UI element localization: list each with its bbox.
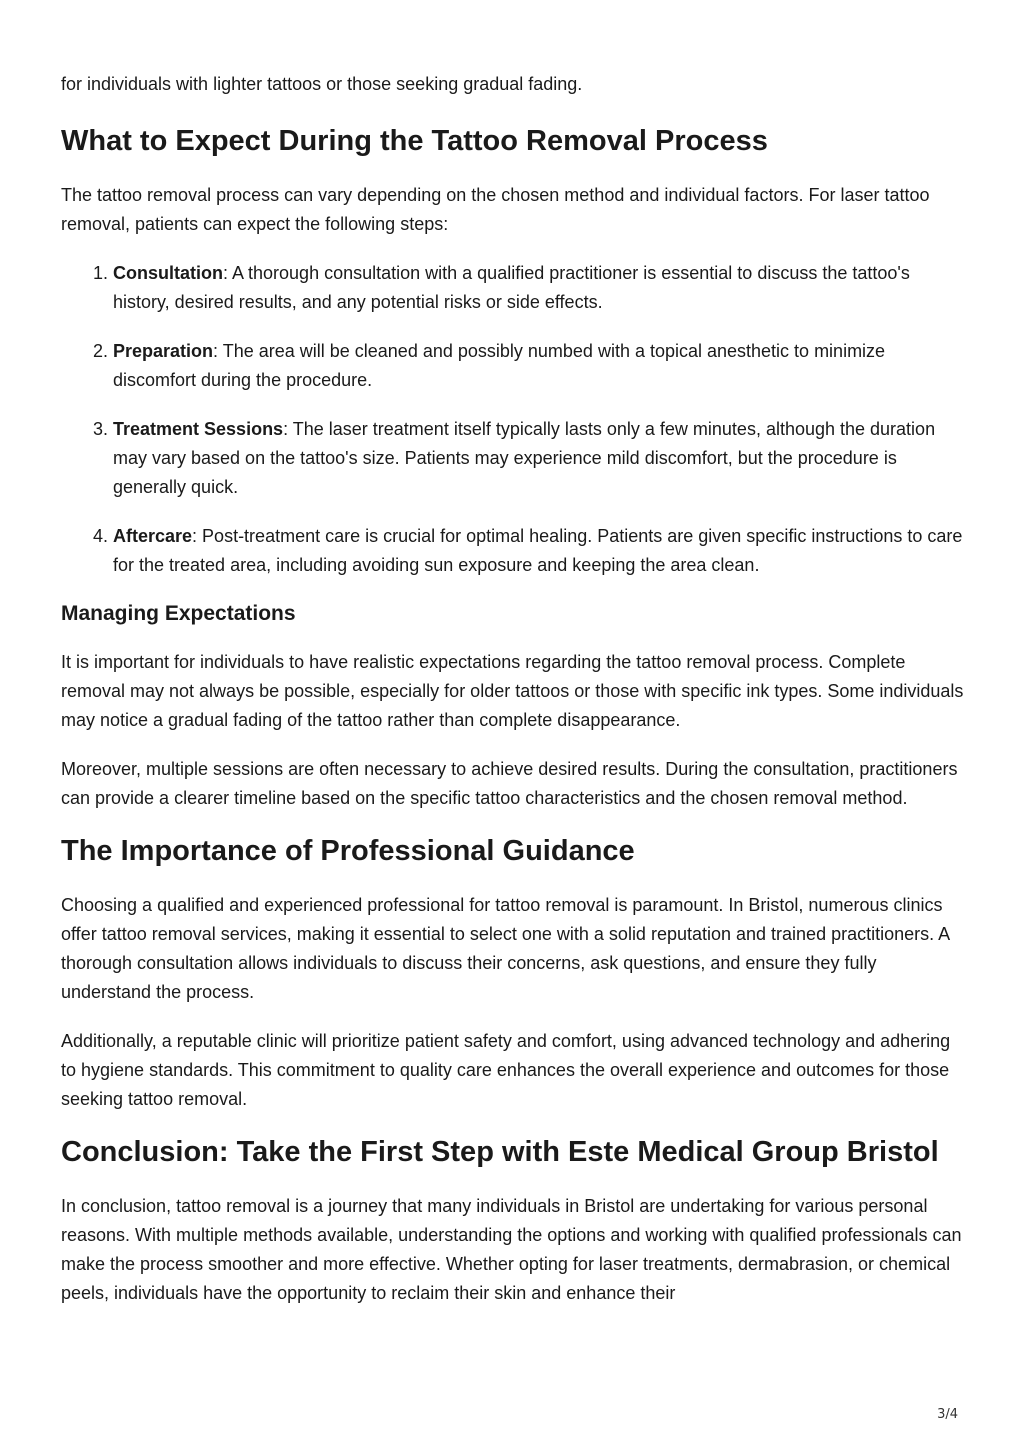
expectations-paragraph: It is important for individuals to have realistic expectations regarding the tattoo removal process. Complete removal may not always be possible, especially for older tattoos or those with specific ink types. Some individuals may notice a gradual fading of the tattoo rather than complete disappearance. (61, 652, 964, 730)
step-term: Aftercare (113, 526, 193, 546)
step-text: : A thorough consultation with a qualified practitioner is essential to discuss the tattoo's history, desired results, and any potential risks or side effects. (113, 263, 910, 312)
document-page (61, 70, 966, 1328)
conclusion-heading: Conclusion: Take the First Step with Este Medical Group Bristol (61, 1136, 939, 1168)
step-text: : Post-treatment care is crucial for optimal healing. Patients are given specific instructions to care for the treated area, including avoiding sun exposure and keeping the area clean. (113, 526, 963, 575)
process-heading: What to Expect During the Tattoo Removal Process (61, 125, 768, 157)
page-number: 3/4 (937, 1407, 958, 1422)
step-text: : The area will be cleaned and possibly numbed with a topical anesthetic to minimize discomfort during the procedure. (113, 341, 886, 390)
process-intro-paragraph: The tattoo removal process can vary depending on the chosen method and individual factors. For laser tattoo removal, patients can expect the following steps: (61, 185, 930, 234)
list-item (113, 522, 966, 580)
step-term: Treatment Sessions (113, 419, 284, 439)
intro-tail-paragraph: for individuals with lighter tattoos or those seeking gradual fading. (61, 74, 583, 94)
list-item (113, 337, 966, 395)
guidance-paragraph: Additionally, a reputable clinic will prioritize patient safety and comfort, using advanced technology and adhering to hygiene standards. This commitment to quality care enhances the overall experience and outcomes for those seeking tattoo removal. (61, 1031, 951, 1109)
guidance-paragraph: Choosing a qualified and experienced professional for tattoo removal is paramount. In Bristol, numerous clinics offer tattoo removal services, making it essential to select one with a solid reputation and trained practitioners. A thorough consultation allows individuals to discuss their concerns, ask questions, and ensure they fully understand the process. (61, 895, 950, 1002)
list-item (113, 415, 966, 502)
step-term: Preparation (113, 341, 214, 361)
list-item (113, 259, 966, 317)
step-text: : The laser treatment itself typically lasts only a few minutes, although the duration may vary based on the tattoo's size. Patients may experience mild discomfort, but the procedure is generally quick. (113, 419, 936, 497)
conclusion-paragraph: In conclusion, tattoo removal is a journey that many individuals in Bristol are undertaking for various personal reasons. With multiple methods available, understanding the options and working with qualified professionals can make the process smoother and more effective. Whether opting for laser treatments, dermabrasion, or chemical peels, individuals have the opportunity to reclaim their skin and enhance their (61, 1196, 962, 1303)
process-steps-list (61, 259, 966, 580)
expectations-heading: Managing Expectations (61, 602, 296, 625)
expectations-paragraph: Moreover, multiple sessions are often necessary to achieve desired results. During the consultation, practitioners can provide a clearer timeline based on the specific tattoo characteristics and the chosen removal method. (61, 759, 958, 808)
step-term: Consultation (113, 263, 223, 283)
guidance-heading: The Importance of Professional Guidance (61, 835, 635, 867)
